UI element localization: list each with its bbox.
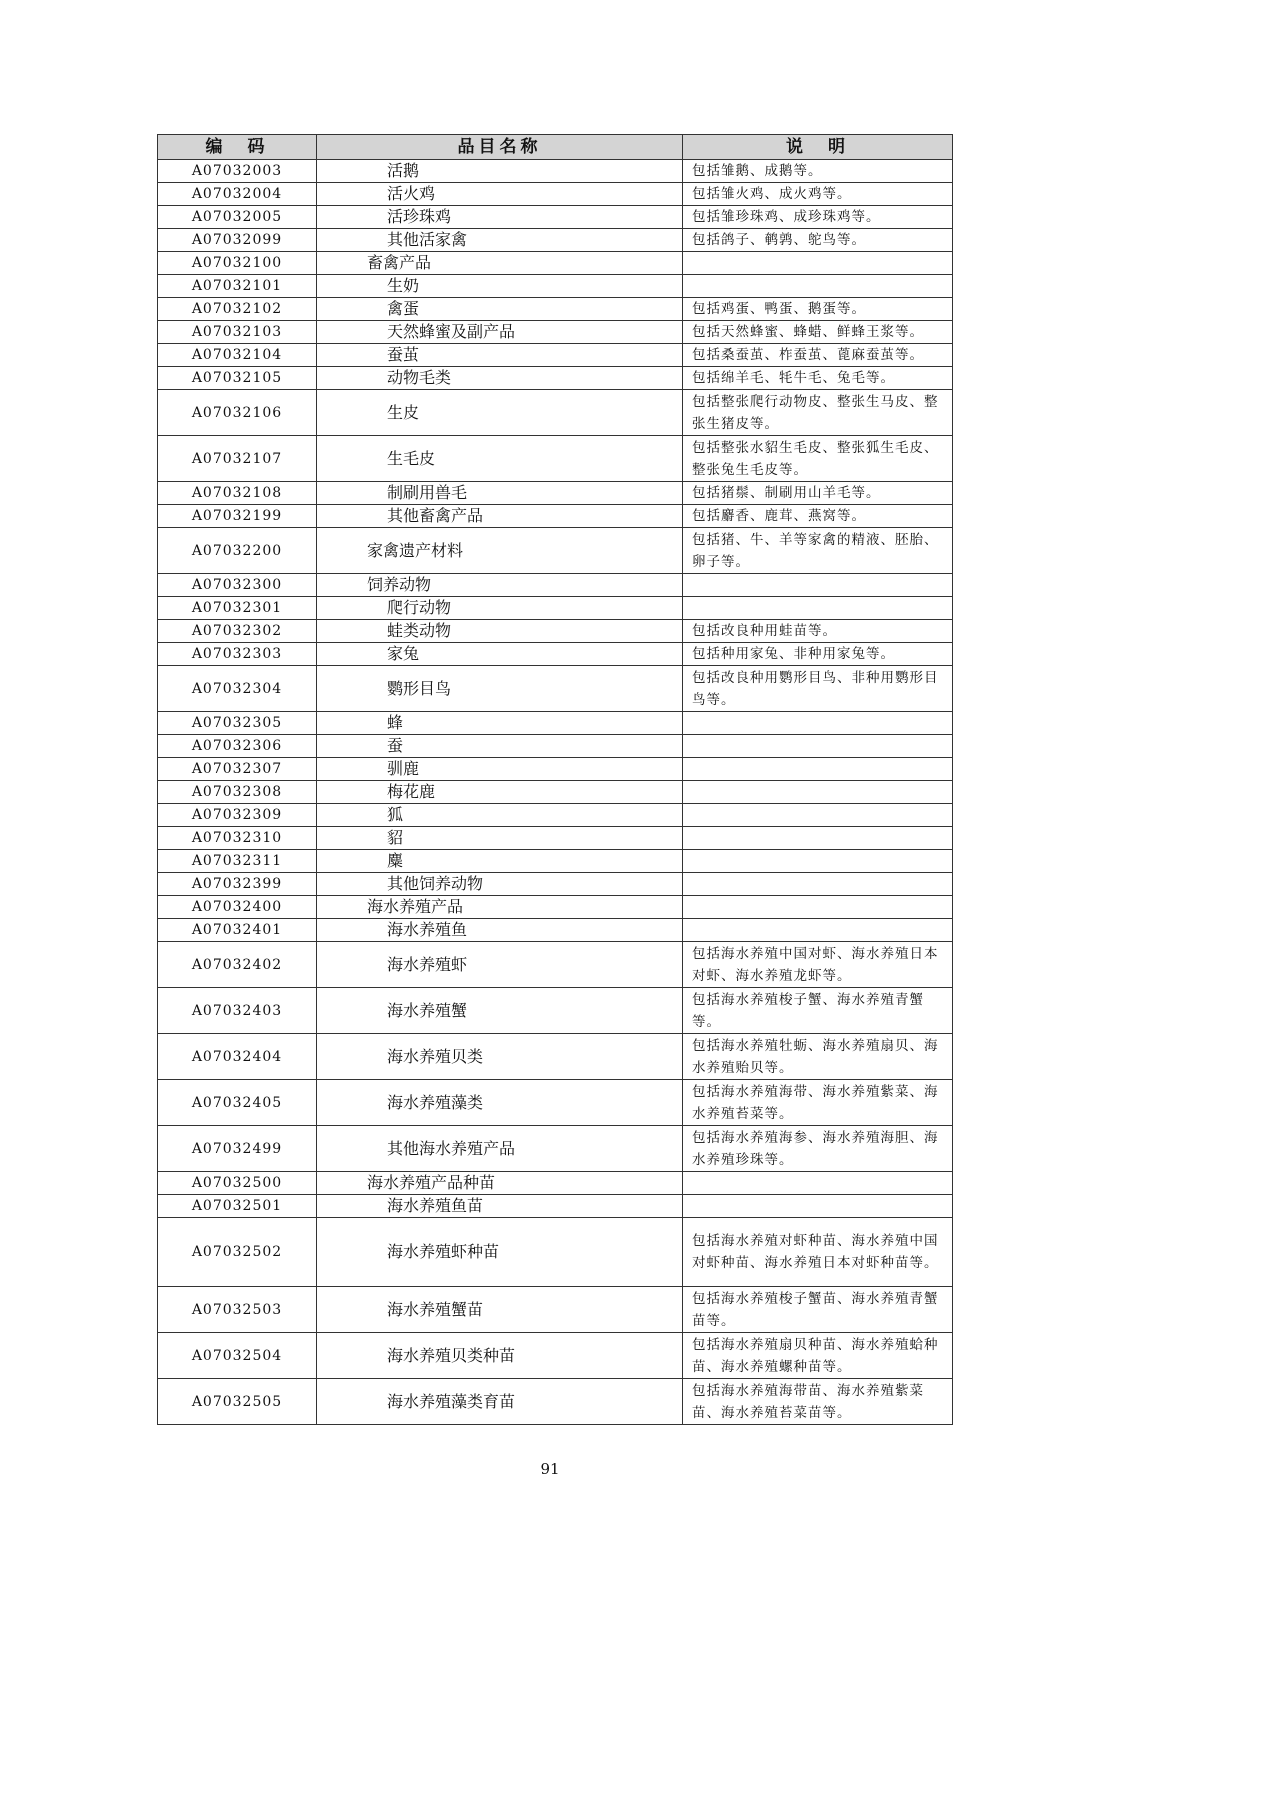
item-name: 貂 (317, 827, 683, 850)
item-description: 包括海水养殖海参、海水养殖海胆、海水养殖珍珠等。 (683, 1126, 953, 1172)
table-row (158, 597, 953, 620)
table-row (158, 758, 953, 781)
item-description (683, 574, 953, 597)
table-row (158, 183, 953, 206)
table-row (158, 275, 953, 298)
item-code: A07032107 (158, 436, 317, 482)
item-name: 麋 (317, 850, 683, 873)
table-row (158, 344, 953, 367)
item-name: 动物毛类 (317, 367, 683, 390)
item-description (683, 896, 953, 919)
item-name: 驯鹿 (317, 758, 683, 781)
header-description: 说 明 (683, 135, 953, 160)
table-row (158, 1034, 953, 1080)
table-row (158, 528, 953, 574)
item-description (683, 873, 953, 896)
page-number: 91 (540, 1460, 560, 1478)
table-row (158, 620, 953, 643)
item-description: 包括海水养殖牡蛎、海水养殖扇贝、海水养殖贻贝等。 (683, 1034, 953, 1080)
table-row (158, 942, 953, 988)
item-description: 包括猪、牛、羊等家禽的精液、胚胎、卵子等。 (683, 528, 953, 574)
table-header-row (158, 135, 953, 160)
item-description (683, 781, 953, 804)
item-name: 生毛皮 (317, 436, 683, 482)
item-description (683, 804, 953, 827)
table-row (158, 666, 953, 712)
item-description: 包括改良种用鹦形目鸟、非种用鹦形目鸟等。 (683, 666, 953, 712)
item-name: 制刷用兽毛 (317, 482, 683, 505)
item-code: A07032305 (158, 712, 317, 735)
header-code: 编 码 (158, 135, 317, 160)
item-name: 海水养殖蟹苗 (317, 1287, 683, 1333)
table-row (158, 827, 953, 850)
item-code: A07032505 (158, 1379, 317, 1425)
item-description (683, 758, 953, 781)
table-row (158, 482, 953, 505)
table-row (158, 781, 953, 804)
table-row (158, 1333, 953, 1379)
table-row (158, 735, 953, 758)
item-code: A07032108 (158, 482, 317, 505)
item-code: A07032104 (158, 344, 317, 367)
table-row (158, 206, 953, 229)
item-code: A07032105 (158, 367, 317, 390)
table-row (158, 321, 953, 344)
item-code: A07032303 (158, 643, 317, 666)
item-description: 包括种用家兔、非种用家兔等。 (683, 643, 953, 666)
item-name: 畜禽产品 (317, 252, 683, 275)
table-row (158, 1195, 953, 1218)
table-row (158, 873, 953, 896)
item-description: 包括雏珍珠鸡、成珍珠鸡等。 (683, 206, 953, 229)
item-name: 梅花鹿 (317, 781, 683, 804)
item-name: 蚕 (317, 735, 683, 758)
item-description (683, 919, 953, 942)
item-description: 包括海水养殖中国对虾、海水养殖日本对虾、海水养殖龙虾等。 (683, 942, 953, 988)
item-name: 家禽遗产材料 (317, 528, 683, 574)
item-description: 包括天然蜂蜜、蜂蜡、鲜蜂王浆等。 (683, 321, 953, 344)
item-name: 蜂 (317, 712, 683, 735)
table-row (158, 160, 953, 183)
table-row (158, 919, 953, 942)
item-code: A07032101 (158, 275, 317, 298)
item-description: 包括雏鹅、成鹅等。 (683, 160, 953, 183)
item-name: 禽蛋 (317, 298, 683, 321)
table-row (158, 1218, 953, 1287)
item-code: A07032103 (158, 321, 317, 344)
item-name: 海水养殖产品 (317, 896, 683, 919)
item-code: A07032311 (158, 850, 317, 873)
item-code: A07032200 (158, 528, 317, 574)
item-code: A07032401 (158, 919, 317, 942)
item-code: A07032399 (158, 873, 317, 896)
item-code: A07032304 (158, 666, 317, 712)
item-name: 海水养殖虾种苗 (317, 1218, 683, 1287)
item-code: A07032307 (158, 758, 317, 781)
item-description (683, 252, 953, 275)
item-name: 海水养殖藻类育苗 (317, 1379, 683, 1425)
item-code: A07032502 (158, 1218, 317, 1287)
item-name: 活珍珠鸡 (317, 206, 683, 229)
item-description (683, 827, 953, 850)
item-code: A07032099 (158, 229, 317, 252)
item-code: A07032403 (158, 988, 317, 1034)
item-name: 海水养殖贝类种苗 (317, 1333, 683, 1379)
item-code: A07032400 (158, 896, 317, 919)
table-row (158, 252, 953, 275)
item-name: 蚕茧 (317, 344, 683, 367)
item-code: A07032300 (158, 574, 317, 597)
item-description (683, 1195, 953, 1218)
item-code: A07032500 (158, 1172, 317, 1195)
item-code: A07032005 (158, 206, 317, 229)
item-code: A07032100 (158, 252, 317, 275)
item-name: 海水养殖产品种苗 (317, 1172, 683, 1195)
item-code: A07032199 (158, 505, 317, 528)
item-description (683, 712, 953, 735)
table-row (158, 850, 953, 873)
table-row (158, 896, 953, 919)
item-code: A07032004 (158, 183, 317, 206)
table-row (158, 229, 953, 252)
table-body (158, 160, 953, 1425)
item-code: A07032301 (158, 597, 317, 620)
item-name: 狐 (317, 804, 683, 827)
item-code: A07032306 (158, 735, 317, 758)
item-code: A07032402 (158, 942, 317, 988)
table-row (158, 1287, 953, 1333)
item-code: A07032501 (158, 1195, 317, 1218)
item-description (683, 850, 953, 873)
item-description (683, 275, 953, 298)
item-description: 包括鸽子、鹌鹑、鸵鸟等。 (683, 229, 953, 252)
item-description: 包括整张水貂生毛皮、整张狐生毛皮、整张兔生毛皮等。 (683, 436, 953, 482)
item-name: 其他海水养殖产品 (317, 1126, 683, 1172)
item-description: 包括鸡蛋、鸭蛋、鹅蛋等。 (683, 298, 953, 321)
header-item-name: 品目名称 (317, 135, 683, 160)
item-name: 饲养动物 (317, 574, 683, 597)
item-name: 蛙类动物 (317, 620, 683, 643)
item-description: 包括桑蚕茧、柞蚕茧、蓖麻蚕茧等。 (683, 344, 953, 367)
item-name: 其他畜禽产品 (317, 505, 683, 528)
table-row (158, 436, 953, 482)
item-code: A07032405 (158, 1080, 317, 1126)
item-description: 包括海水养殖梭子蟹苗、海水养殖青蟹苗等。 (683, 1287, 953, 1333)
item-description: 包括整张爬行动物皮、整张生马皮、整张生猪皮等。 (683, 390, 953, 436)
table-row (158, 1172, 953, 1195)
item-name: 海水养殖鱼苗 (317, 1195, 683, 1218)
item-description: 包括海水养殖对虾种苗、海水养殖中国对虾种苗、海水养殖日本对虾种苗等。 (683, 1218, 953, 1287)
table-row (158, 643, 953, 666)
item-description: 包括海水养殖梭子蟹、海水养殖青蟹等。 (683, 988, 953, 1034)
table-row (158, 367, 953, 390)
table-row (158, 712, 953, 735)
item-description (683, 597, 953, 620)
table-row (158, 390, 953, 436)
item-description: 包括猪鬃、制刷用山羊毛等。 (683, 482, 953, 505)
item-name: 爬行动物 (317, 597, 683, 620)
table-row (158, 298, 953, 321)
item-name: 生皮 (317, 390, 683, 436)
item-name: 活火鸡 (317, 183, 683, 206)
item-name: 海水养殖蟹 (317, 988, 683, 1034)
item-code: A07032302 (158, 620, 317, 643)
item-description: 包括海水养殖扇贝种苗、海水养殖蛤种苗、海水养殖螺种苗等。 (683, 1333, 953, 1379)
item-name: 生奶 (317, 275, 683, 298)
item-name: 其他饲养动物 (317, 873, 683, 896)
item-description: 包括改良种用蛙苗等。 (683, 620, 953, 643)
item-name: 活鹅 (317, 160, 683, 183)
item-code: A07032404 (158, 1034, 317, 1080)
item-description: 包括麝香、鹿茸、燕窝等。 (683, 505, 953, 528)
table-row (158, 505, 953, 528)
item-description: 包括绵羊毛、牦牛毛、兔毛等。 (683, 367, 953, 390)
item-code: A07032310 (158, 827, 317, 850)
item-description: 包括海水养殖海带苗、海水养殖紫菜苗、海水养殖苔菜苗等。 (683, 1379, 953, 1425)
item-name: 海水养殖藻类 (317, 1080, 683, 1126)
table-row (158, 1126, 953, 1172)
item-code: A07032106 (158, 390, 317, 436)
item-name: 海水养殖虾 (317, 942, 683, 988)
table-row (158, 574, 953, 597)
item-name: 鹦形目鸟 (317, 666, 683, 712)
item-code: A07032102 (158, 298, 317, 321)
item-code: A07032309 (158, 804, 317, 827)
item-code: A07032503 (158, 1287, 317, 1333)
item-name: 家兔 (317, 643, 683, 666)
item-description: 包括雏火鸡、成火鸡等。 (683, 183, 953, 206)
item-description (683, 735, 953, 758)
item-description (683, 1172, 953, 1195)
table-row (158, 804, 953, 827)
item-name: 天然蜂蜜及副产品 (317, 321, 683, 344)
item-name: 海水养殖鱼 (317, 919, 683, 942)
table-row (158, 988, 953, 1034)
item-code: A07032504 (158, 1333, 317, 1379)
item-description: 包括海水养殖海带、海水养殖紫菜、海水养殖苔菜等。 (683, 1080, 953, 1126)
item-name: 海水养殖贝类 (317, 1034, 683, 1080)
item-name: 其他活家禽 (317, 229, 683, 252)
item-code: A07032499 (158, 1126, 317, 1172)
table-row (158, 1379, 953, 1425)
item-code: A07032308 (158, 781, 317, 804)
item-code: A07032003 (158, 160, 317, 183)
catalog-table (157, 134, 953, 1425)
table-row (158, 1080, 953, 1126)
